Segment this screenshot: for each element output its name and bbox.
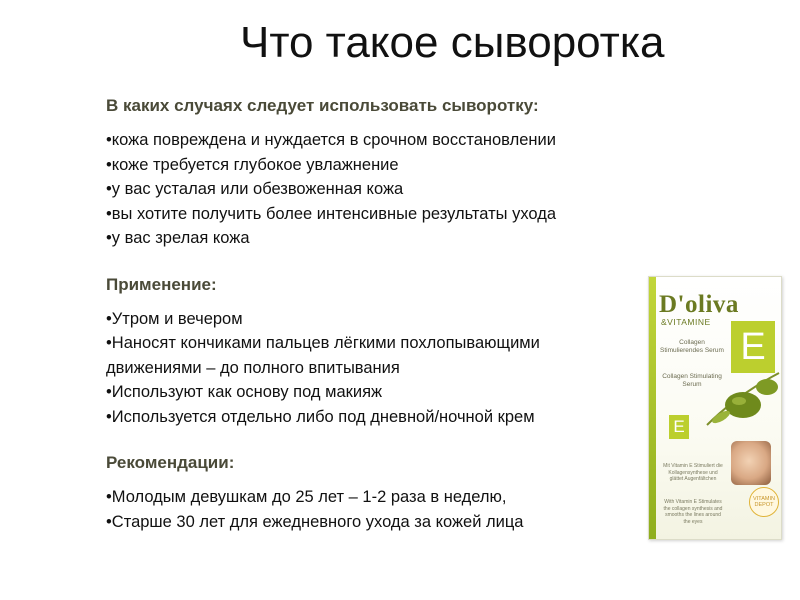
olive-icon	[697, 365, 781, 435]
slide-title: Что такое сыворотка	[240, 18, 665, 67]
product-brand-sub: &VITAMINE	[661, 317, 711, 327]
list-item: движениями – до полного впитывания	[106, 358, 400, 377]
model-face-image	[731, 441, 771, 485]
usage-list	[106, 128, 666, 251]
product-image	[648, 276, 782, 540]
list-item: •Молодым девушкам до 25 лет – 1-2 раза в неделю,	[106, 488, 507, 506]
product-stripe	[649, 277, 656, 539]
vitamin-e-small-icon: E	[669, 415, 689, 439]
list-item: •Наносят кончиками пальцев лёгкими похлопывающими	[106, 334, 540, 352]
section-heading-usage: В каких случаях следует использовать сыворотку:	[106, 96, 539, 115]
list-item: •кожа повреждена и нуждается в срочном восстановлении	[106, 131, 556, 149]
product-claim-en: With Vitamin E Stimulates the collagen synthesis and smooths the lines around the eyes	[663, 499, 723, 525]
vitamin-e-icon: E	[731, 321, 775, 373]
list-item: •Старше 30 лет для ежедневного ухода за кожей лица	[106, 512, 524, 531]
list-item: •коже требуется глубокое увлажнение	[106, 155, 399, 174]
vitamin-depot-seal: VITAMIN DEPOT	[749, 487, 779, 517]
list-item: •Утром и вечером	[106, 309, 243, 328]
list-item: •Используют как основу под макияж	[106, 383, 383, 401]
list-item: •у вас усталая или обезвоженная кожа	[106, 180, 404, 198]
slide-content	[106, 96, 666, 534]
application-list	[106, 307, 666, 430]
product-name-en: Collagen Stimulating Serum	[662, 373, 722, 388]
list-item: •вы хотите получить более интенсивные результаты ухода	[106, 204, 557, 223]
product-name-de: Collagen Stimulierendes Serum	[660, 339, 724, 354]
list-item: •Используется отдельно либо под дневной/ночной крем	[106, 407, 535, 426]
product-brand: D'oliva	[659, 291, 739, 318]
list-item: •у вас зрелая кожа	[106, 229, 250, 247]
section-heading-recommendations: Рекомендации:	[106, 453, 235, 472]
section-heading-application: Применение:	[106, 274, 217, 294]
recommendations-list	[106, 485, 666, 534]
product-claim-de: Mit Vitamin E Stimuliert die Kollagensynthese und glättet Augenfältchen	[663, 463, 723, 482]
